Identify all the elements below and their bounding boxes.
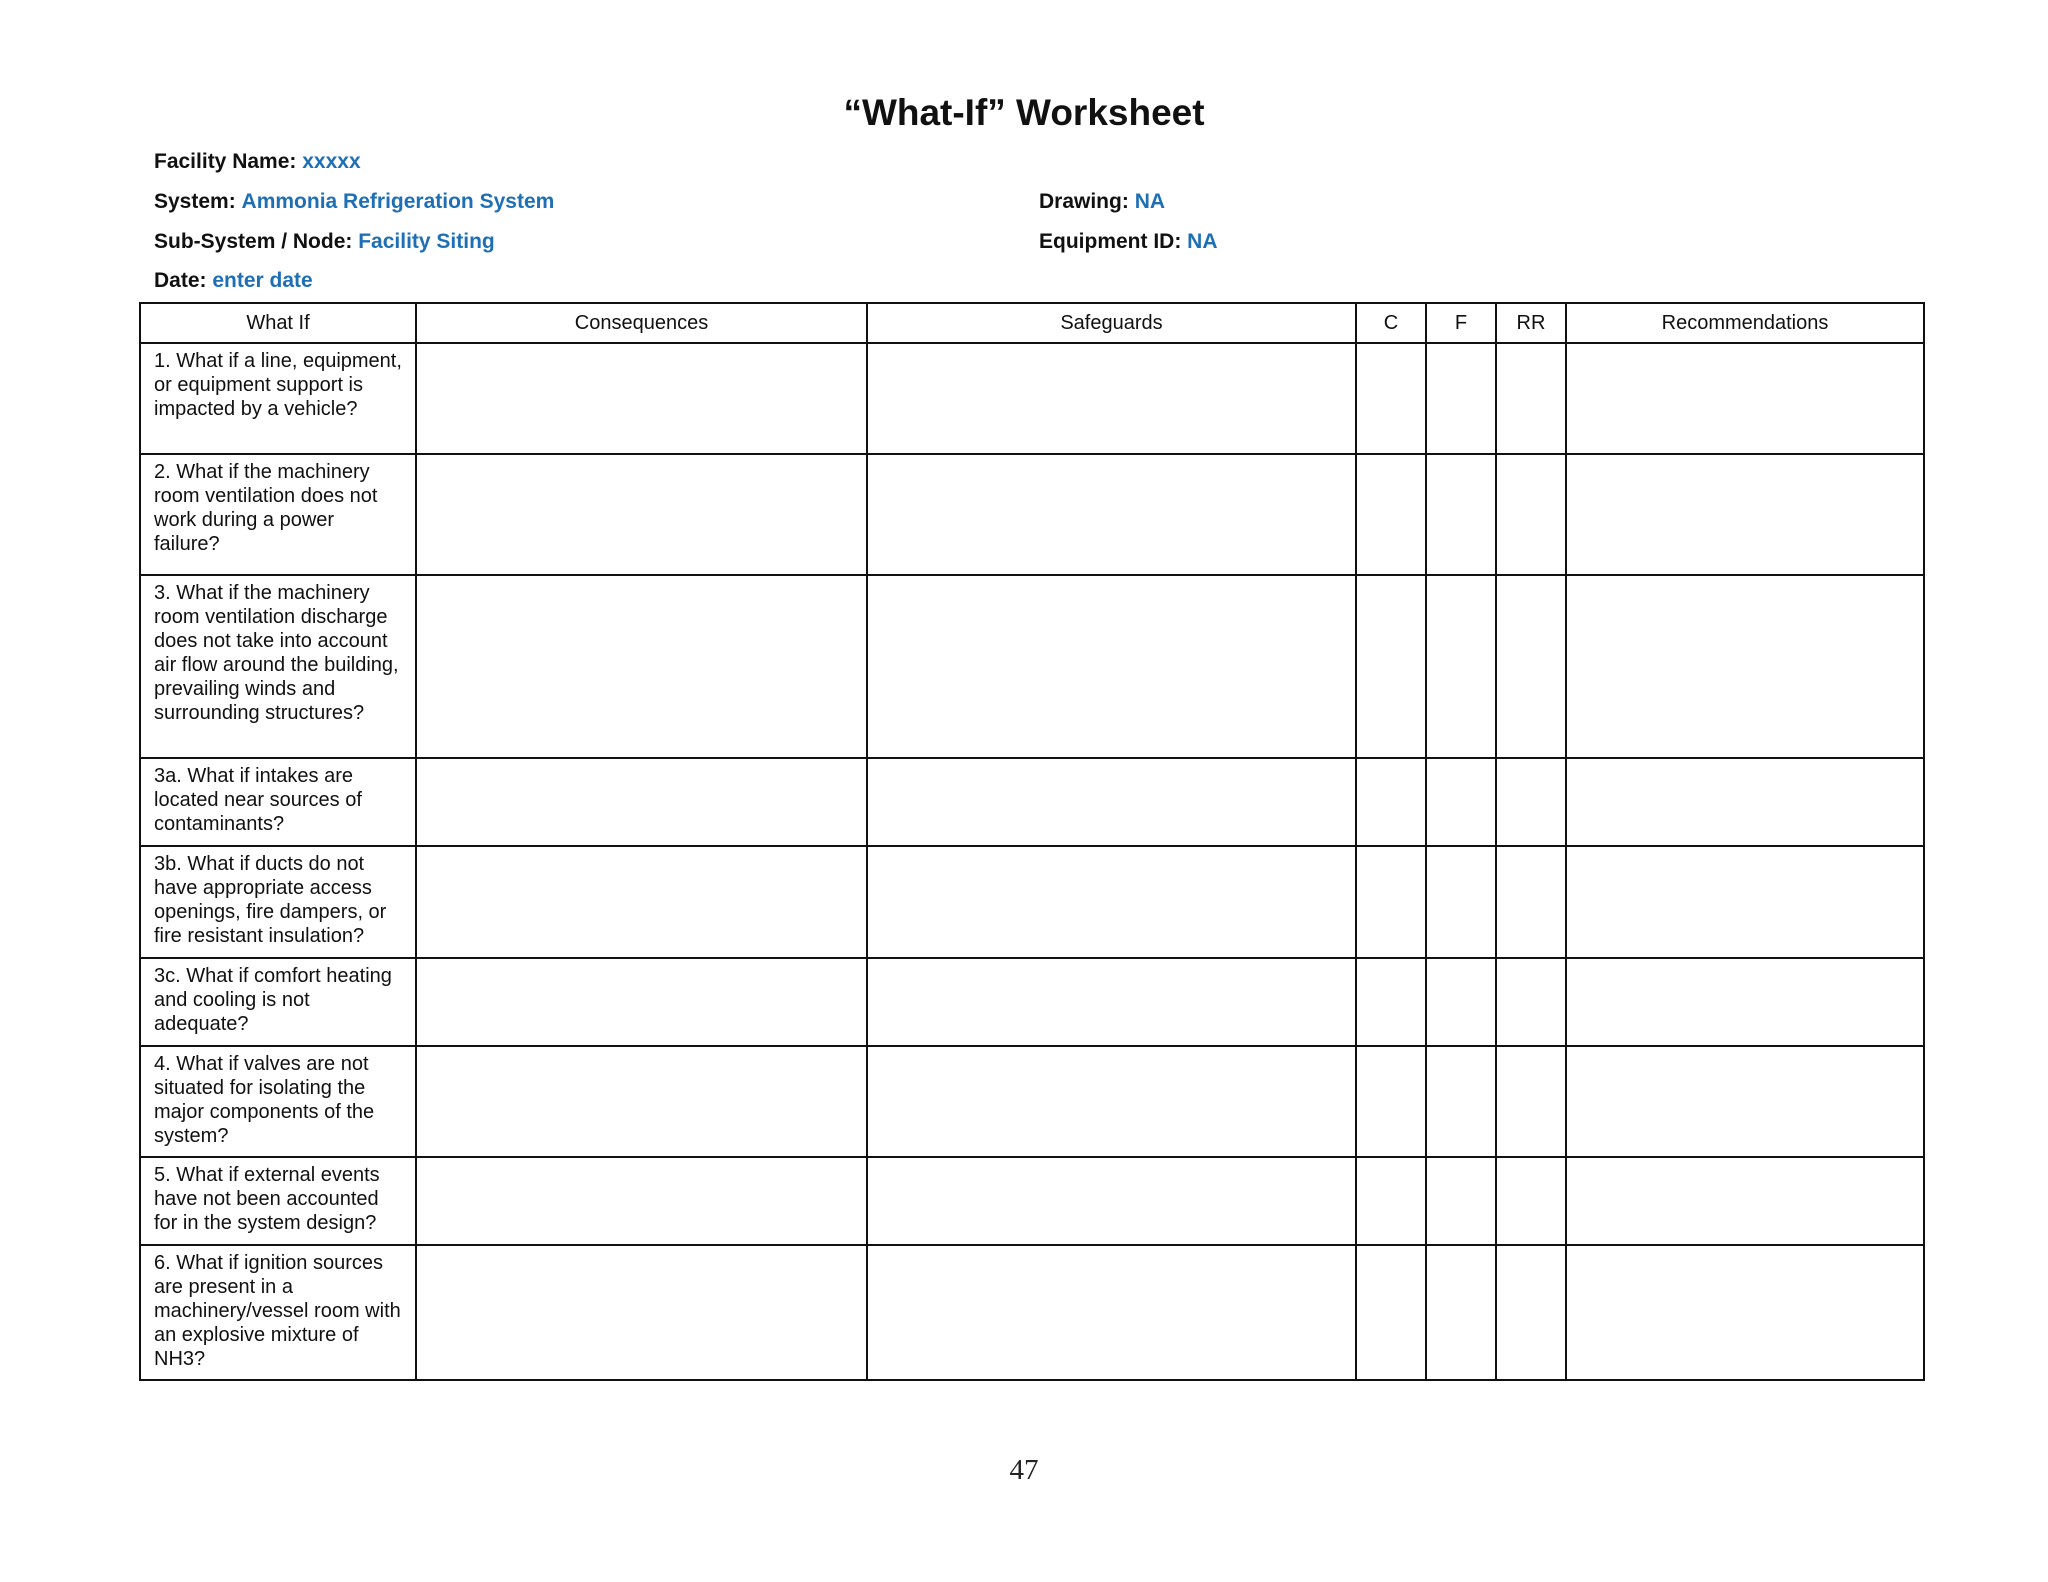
what-if-question: 3c. What if comfort heating and cooling is not adequate? xyxy=(140,958,416,1046)
recommendations-cell[interactable] xyxy=(1566,1157,1924,1245)
safeguards-cell[interactable] xyxy=(867,575,1356,758)
consequences-cell[interactable] xyxy=(416,1245,867,1380)
c-cell[interactable] xyxy=(1356,575,1426,758)
table-row xyxy=(140,1245,1924,1380)
subsystem-value: Facility Siting xyxy=(358,230,495,253)
column-header-safeguards: Safeguards xyxy=(867,303,1356,343)
date-label: Date: xyxy=(154,269,207,292)
f-cell[interactable] xyxy=(1426,846,1496,958)
safeguards-cell[interactable] xyxy=(867,1245,1356,1380)
what-if-question: 5. What if external events have not been accounted for in the system design? xyxy=(140,1157,416,1245)
what-if-question: 3b. What if ducts do not have appropriate access openings, fire dampers, or fire resistant insulation? xyxy=(140,846,416,958)
table-row xyxy=(140,958,1924,1046)
consequences-cell[interactable] xyxy=(416,343,867,454)
rr-cell[interactable] xyxy=(1496,343,1566,454)
safeguards-cell[interactable] xyxy=(867,958,1356,1046)
rr-cell[interactable] xyxy=(1496,1245,1566,1380)
table-row xyxy=(140,454,1924,575)
rr-cell[interactable] xyxy=(1496,575,1566,758)
recommendations-cell[interactable] xyxy=(1566,343,1924,454)
what-if-question: 1. What if a line, equipment, or equipment support is impacted by a vehicle? xyxy=(140,343,416,454)
f-cell[interactable] xyxy=(1426,454,1496,575)
f-cell[interactable] xyxy=(1426,958,1496,1046)
rr-cell[interactable] xyxy=(1496,958,1566,1046)
subsystem-field xyxy=(154,230,495,254)
page-number: 47 xyxy=(1009,1454,1039,1486)
f-cell[interactable] xyxy=(1426,575,1496,758)
drawing-field xyxy=(1039,190,1165,214)
what-if-question: 6. What if ignition sources are present in a machinery/vessel room with an explosive mixture of NH3? xyxy=(140,1245,416,1380)
f-cell[interactable] xyxy=(1426,1245,1496,1380)
recommendations-cell[interactable] xyxy=(1566,758,1924,846)
f-cell[interactable] xyxy=(1426,1046,1496,1157)
equipment-id-label: Equipment ID: xyxy=(1039,230,1182,253)
recommendations-cell[interactable] xyxy=(1566,575,1924,758)
column-header-rr: RR xyxy=(1496,303,1566,343)
rr-cell[interactable] xyxy=(1496,454,1566,575)
c-cell[interactable] xyxy=(1356,343,1426,454)
equipment-id-field xyxy=(1039,230,1218,254)
table-header-row xyxy=(140,303,1924,343)
rr-cell[interactable] xyxy=(1496,1157,1566,1245)
c-cell[interactable] xyxy=(1356,758,1426,846)
consequences-cell[interactable] xyxy=(416,1157,867,1245)
safeguards-cell[interactable] xyxy=(867,1046,1356,1157)
c-cell[interactable] xyxy=(1356,1046,1426,1157)
equipment-id-value: NA xyxy=(1187,230,1218,253)
consequences-cell[interactable] xyxy=(416,958,867,1046)
c-cell[interactable] xyxy=(1356,454,1426,575)
safeguards-cell[interactable] xyxy=(867,1157,1356,1245)
consequences-cell[interactable] xyxy=(416,575,867,758)
column-header-what-if: What If xyxy=(140,303,416,343)
safeguards-cell[interactable] xyxy=(867,343,1356,454)
c-cell[interactable] xyxy=(1356,1245,1426,1380)
table-row xyxy=(140,1046,1924,1157)
table-row xyxy=(140,1157,1924,1245)
facility-name-label: Facility Name: xyxy=(154,150,297,173)
c-cell[interactable] xyxy=(1356,958,1426,1046)
subsystem-label: Sub-System / Node: xyxy=(154,230,353,253)
consequences-cell[interactable] xyxy=(416,846,867,958)
what-if-question: 3. What if the machinery room ventilation discharge does not take into account air flow around the building, prevailing winds and surrounding structures? xyxy=(140,575,416,758)
safeguards-cell[interactable] xyxy=(867,758,1356,846)
recommendations-cell[interactable] xyxy=(1566,846,1924,958)
safeguards-cell[interactable] xyxy=(867,846,1356,958)
what-if-question: 4. What if valves are not situated for isolating the major components of the system? xyxy=(140,1046,416,1157)
consequences-cell[interactable] xyxy=(416,758,867,846)
drawing-value: NA xyxy=(1134,190,1166,213)
what-if-question: 3a. What if intakes are located near sources of contaminants? xyxy=(140,758,416,846)
column-header-recommendations: Recommendations xyxy=(1566,303,1924,343)
f-cell[interactable] xyxy=(1426,1157,1496,1245)
consequences-cell[interactable] xyxy=(416,1046,867,1157)
system-label: System: xyxy=(154,190,236,213)
c-cell[interactable] xyxy=(1356,846,1426,958)
rr-cell[interactable] xyxy=(1496,846,1566,958)
recommendations-cell[interactable] xyxy=(1566,1046,1924,1157)
worksheet-title: “What-If” Worksheet xyxy=(843,92,1205,133)
safeguards-cell[interactable] xyxy=(867,454,1356,575)
facility-name-value: xxxxx xyxy=(302,150,361,173)
what-if-table xyxy=(139,302,1925,1381)
what-if-question: 2. What if the machinery room ventilation does not work during a power failure? xyxy=(140,454,416,575)
recommendations-cell[interactable] xyxy=(1566,1245,1924,1380)
column-header-f: F xyxy=(1426,303,1496,343)
system-field xyxy=(154,190,554,214)
rr-cell[interactable] xyxy=(1496,758,1566,846)
recommendations-cell[interactable] xyxy=(1566,454,1924,575)
f-cell[interactable] xyxy=(1426,758,1496,846)
consequences-cell[interactable] xyxy=(416,454,867,575)
f-cell[interactable] xyxy=(1426,343,1496,454)
rr-cell[interactable] xyxy=(1496,1046,1566,1157)
column-header-consequences: Consequences xyxy=(416,303,867,343)
table-row xyxy=(140,846,1924,958)
date-field xyxy=(154,269,313,293)
table-row xyxy=(140,343,1924,454)
c-cell[interactable] xyxy=(1356,1157,1426,1245)
column-header-c: C xyxy=(1356,303,1426,343)
date-value: enter date xyxy=(212,269,313,292)
recommendations-cell[interactable] xyxy=(1566,958,1924,1046)
facility-name-field xyxy=(154,150,361,174)
table-row xyxy=(140,758,1924,846)
table-row xyxy=(140,575,1924,758)
system-value: Ammonia Refrigeration System xyxy=(241,190,555,213)
drawing-label: Drawing: xyxy=(1039,190,1129,213)
